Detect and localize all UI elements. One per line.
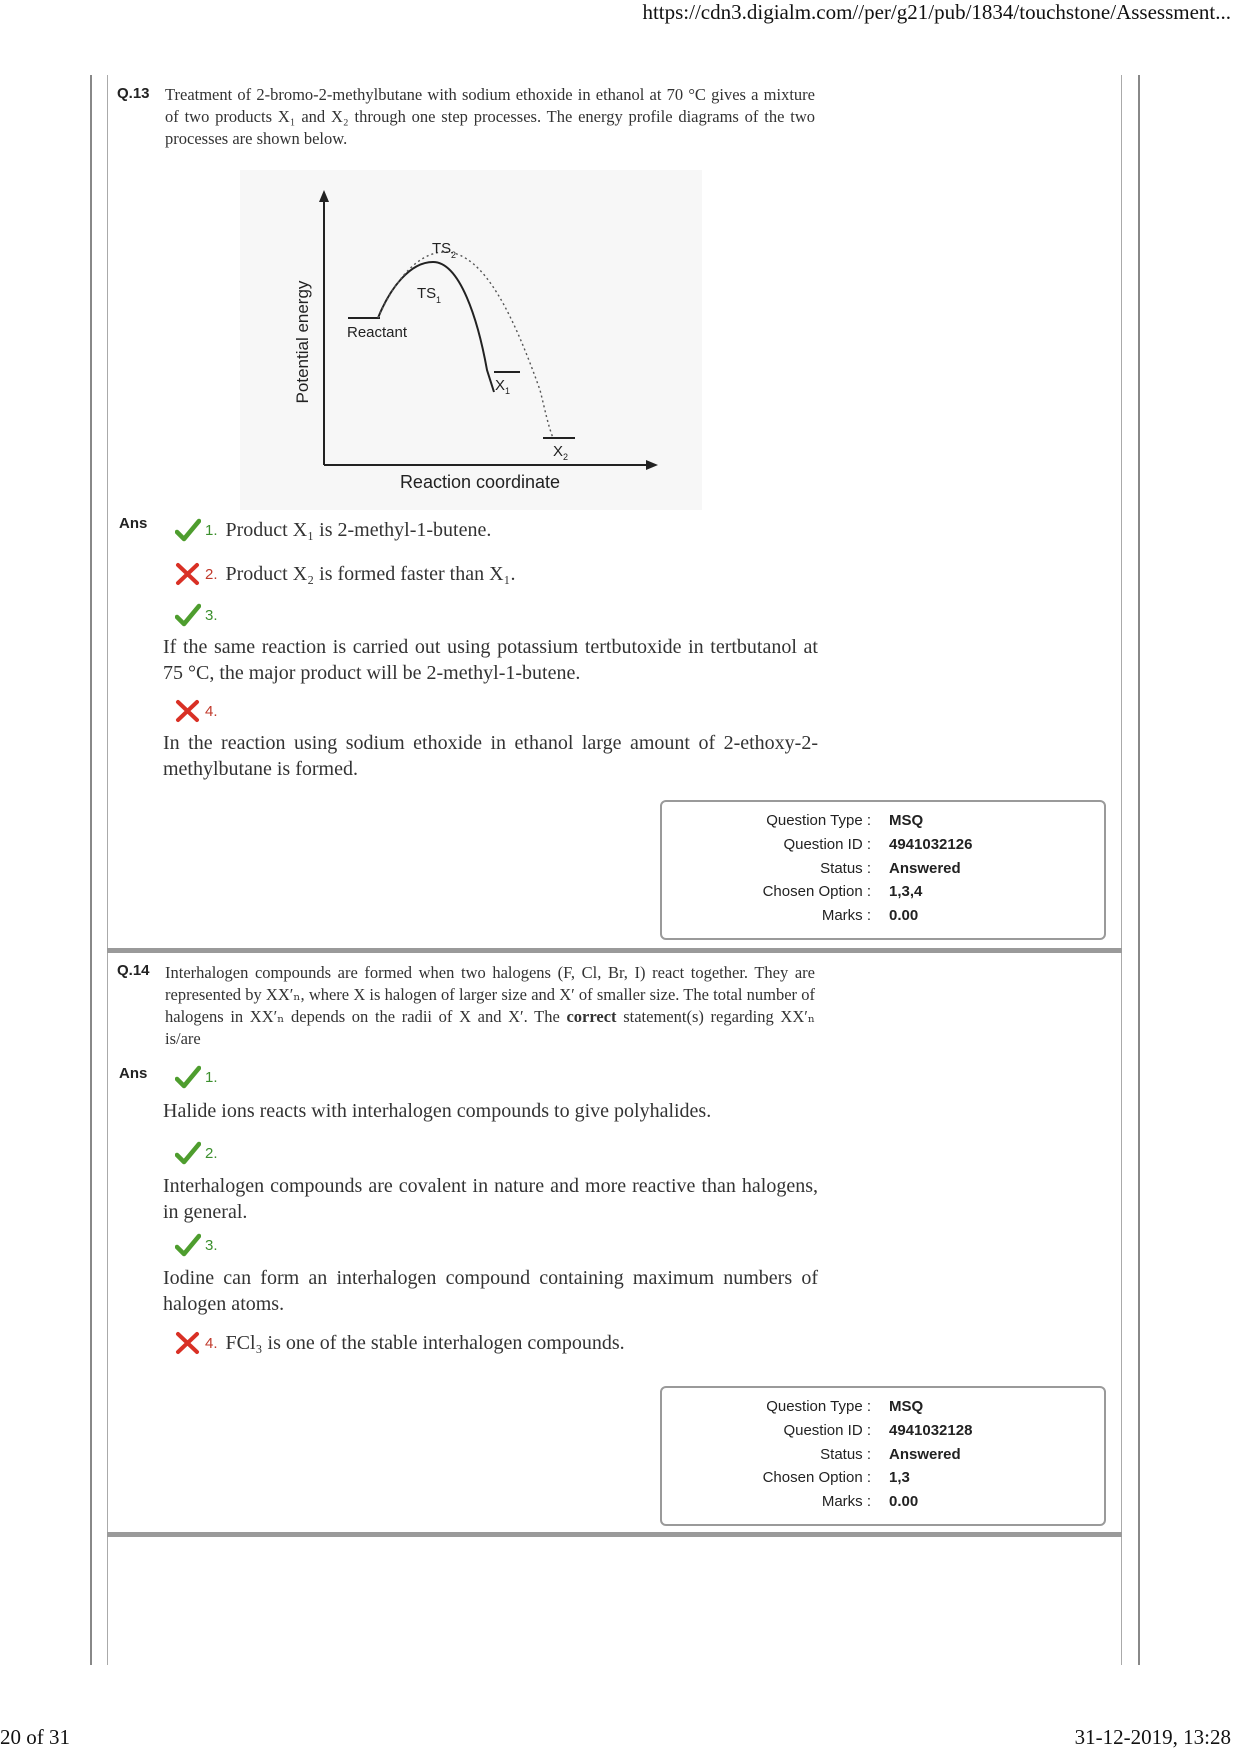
question-number: Q.14 [117, 962, 150, 979]
chosen-option-value: 1,3 [889, 1469, 910, 1486]
option-2 [175, 1141, 226, 1165]
option-number: 2. [205, 1144, 218, 1162]
option-text: FCl₃ is one of the stable interhalogen compounds. [225, 1331, 625, 1354]
marks-label: Marks : [821, 907, 871, 924]
question-info-box [660, 1386, 1106, 1526]
check-icon [175, 1141, 201, 1165]
ts2-subscript: 2 [451, 250, 457, 260]
x2-label: X [553, 443, 564, 460]
marks-value: 0.00 [889, 907, 919, 924]
option-text: Interhalogen compounds are covalent in nature and more reactive than halogens, in general. [163, 1175, 818, 1223]
marks-value: 0.00 [889, 1493, 919, 1510]
option-number: 1. [205, 1068, 218, 1086]
status-value: Answered [889, 1446, 961, 1463]
status-label: Status : [820, 860, 871, 877]
x2-subscript: 2 [563, 452, 569, 462]
option-text: If the same reaction is carried out using potassium tertbutoxide in tertbutanol at 75 °C, the major product will be 2-methyl-1-butene. [163, 636, 818, 684]
question-text-main: Interhalogen compounds are formed when two halogens (F, Cl, Br, I) react together. They are represented by XX′ₙ, where X is halogen of larger size and X′ of smaller size. The total number of halogens in XX′ₙ depends on the radii of X and X′. The [165, 963, 815, 1026]
cross-icon [175, 1331, 201, 1355]
check-icon [175, 1233, 201, 1257]
energy-profile-diagram [240, 170, 702, 510]
frame-left-outer [90, 75, 92, 1665]
check-icon [175, 603, 201, 627]
question-text-end: statement(s) regarding XX′ₙ is/are [165, 1007, 815, 1048]
option-number: 3. [205, 606, 218, 624]
x1-label: X [495, 377, 506, 394]
chosen-option-label: Chosen Option : [762, 883, 871, 900]
question-number: Q.13 [117, 85, 150, 102]
question-type-value: MSQ [889, 1398, 924, 1415]
ts2-label: TS [432, 240, 452, 257]
option-2 [175, 562, 516, 586]
cross-icon [175, 562, 201, 586]
ts1-label: TS [417, 285, 437, 302]
question-id-value: 4941032126 [889, 836, 973, 853]
check-icon [175, 518, 201, 542]
question-text: Treatment of 2-bromo-2-methylbutane with sodium ethoxide in ethanol at 70 °C gives a mixture of two products X₁ and X₂ through one step processes. The energy profile diagrams of the two processes are shown below. [165, 85, 815, 148]
option-text: Iodine can form an interhalogen compound containing maximum numbers of halogen atoms. [163, 1267, 818, 1315]
question-id-label: Question ID : [783, 1422, 871, 1439]
option-4 [175, 1331, 625, 1355]
option-text: Product X₂ is formed faster than X₁. [225, 562, 516, 585]
x1-subscript: 1 [505, 386, 511, 396]
frame-left-inner [107, 75, 108, 1665]
question-type-value: MSQ [889, 812, 924, 829]
option-text: Halide ions reacts with interhalogen compounds to give polyhalides. [163, 1100, 712, 1122]
page-url: https://cdn3.digialm.com//per/g21/pub/1834/touchstone/Assessment... [642, 0, 1231, 24]
option-1 [175, 1065, 226, 1089]
option-number: 2. [205, 565, 218, 583]
option-text: Product X₁ is 2-methyl-1-butene. [225, 518, 492, 541]
answer-label: Ans [119, 515, 148, 532]
marks-label: Marks : [821, 1493, 871, 1510]
chosen-option-value: 1,3,4 [889, 883, 923, 900]
question-info-box [660, 800, 1106, 940]
check-icon [175, 1065, 201, 1089]
option-number: 1. [205, 521, 218, 539]
chosen-option-label: Chosen Option : [762, 1469, 871, 1486]
print-datetime: 31-12-2019, 13:28 [1074, 1725, 1231, 1749]
option-3 [175, 1233, 226, 1257]
ts1-subscript: 1 [436, 295, 442, 305]
question-id-label: Question ID : [783, 836, 871, 853]
divider-q13-q14 [107, 948, 1122, 953]
frame-right-outer [1138, 75, 1140, 1665]
option-4 [175, 699, 226, 723]
status-label: Status : [820, 1446, 871, 1463]
status-value: Answered [889, 860, 961, 877]
question-text-bold: correct [566, 1007, 617, 1026]
question-type-label: Question Type : [766, 812, 871, 829]
option-number: 4. [205, 1334, 218, 1352]
option-3 [175, 603, 226, 627]
answer-label: Ans [119, 1065, 148, 1082]
option-number: 3. [205, 1236, 218, 1254]
divider-after-q14 [107, 1532, 1122, 1537]
question-type-label: Question Type : [766, 1398, 871, 1415]
question-text [165, 962, 815, 1050]
question-id-value: 4941032128 [889, 1422, 973, 1439]
reactant-label: Reactant [347, 324, 408, 341]
y-axis-label: Potential energy [293, 280, 312, 404]
cross-icon [175, 699, 201, 723]
frame-right-inner [1121, 75, 1122, 1665]
option-number: 4. [205, 702, 218, 720]
option-1 [175, 518, 491, 542]
page-number: 20 of 31 [0, 1725, 70, 1749]
option-text: In the reaction using sodium ethoxide in ethanol large amount of 2-ethoxy-2-methylbutane is formed. [163, 732, 818, 780]
x-axis-label: Reaction coordinate [399, 472, 561, 492]
